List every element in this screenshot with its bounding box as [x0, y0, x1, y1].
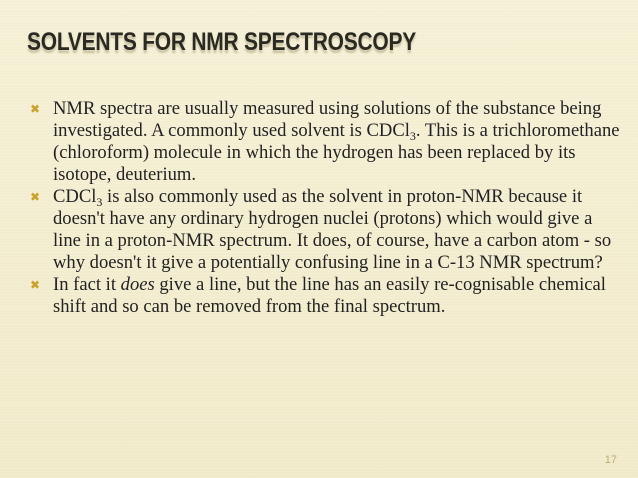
bullet-text: . This is a trichloromethane (chloroform) molecule in which the hydrogen has been replaced by its isotope, deuterium.	[53, 120, 620, 185]
bullet-list	[30, 98, 620, 318]
bullet-item	[30, 274, 620, 318]
title-divider	[27, 68, 607, 69]
bullet-item	[30, 98, 620, 186]
slide-title: SOLVENTS FOR NMR SPECTROSCOPY	[27, 28, 417, 56]
subscript: 3	[96, 195, 103, 209]
bullet-item	[30, 186, 620, 274]
emphasis-text: does	[120, 274, 155, 295]
subscript: 3	[409, 129, 416, 143]
bullet-text: give a line, but the line has an easily re-cognisable chemical shift and so can be removed from the final spectrum.	[53, 274, 606, 317]
bullet-text: In fact it	[53, 274, 121, 295]
x-bullet-icon: ✖	[30, 190, 41, 204]
x-bullet-icon: ✖	[30, 102, 41, 116]
bullet-text: NMR spectra are usually measured using solutions of the substance being investigated. A commonly used solvent is CDCl	[53, 98, 602, 141]
bullet-text: CDCl	[53, 186, 97, 207]
page-number: 17	[604, 454, 617, 466]
x-bullet-icon: ✖	[30, 278, 41, 292]
bullet-text: is also commonly used as the solvent in proton-NMR because it doesn't have any ordinary hydrogen nuclei (protons) which would give a line in a proton-NMR spectrum. It does, of course, have a carbon atom - so why doesn't it give a potentially confusing line in a C-13 NMR spectrum?	[53, 186, 612, 273]
